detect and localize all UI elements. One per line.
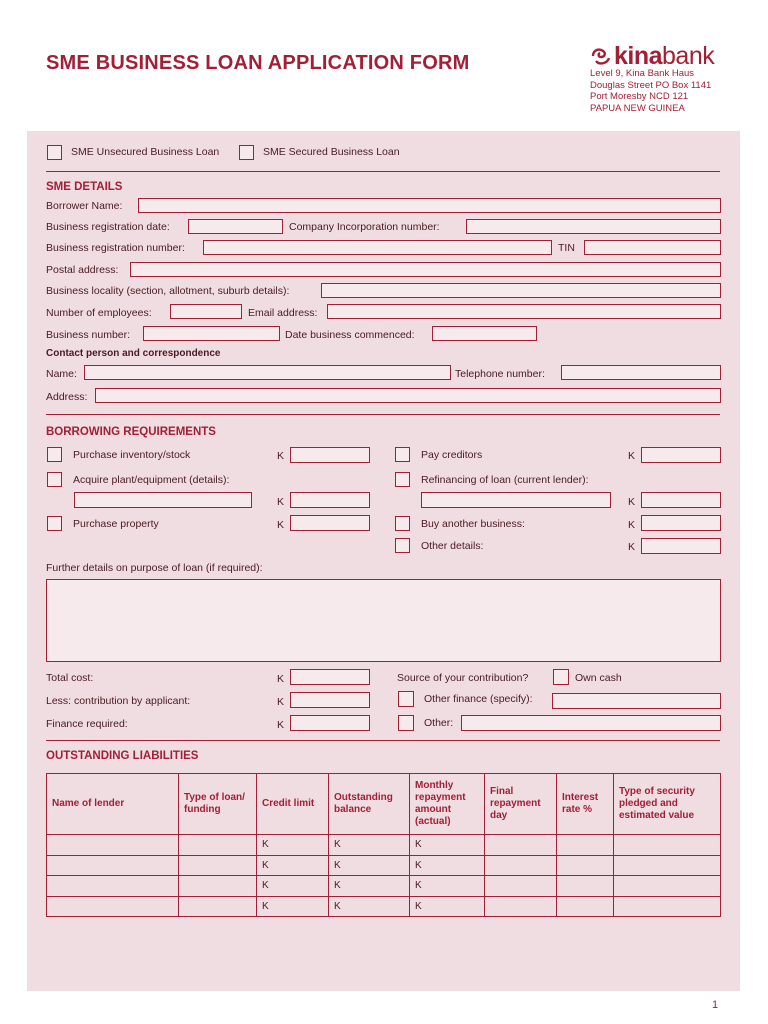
liabilities-heading: OUTSTANDING LIABILITIES <box>46 750 199 762</box>
table-cell[interactable] <box>47 876 179 897</box>
company-inc-label: Company Incorporation number: <box>289 221 440 233</box>
currency-k: K <box>262 900 269 912</box>
divider <box>46 414 720 415</box>
unsecured-loan-checkbox[interactable] <box>47 145 62 160</box>
table-cell[interactable] <box>257 876 329 897</box>
secured-loan-checkbox[interactable] <box>239 145 254 160</box>
date-commenced-label: Date business commenced: <box>285 329 415 341</box>
contact-address-label: Address: <box>46 391 88 403</box>
acquire-plant-checkbox[interactable] <box>47 472 62 487</box>
refinancing-label: Refinancing of loan (current lender): <box>421 474 589 486</box>
other-finance-field[interactable] <box>552 693 721 709</box>
total-cost-label: Total cost: <box>46 672 94 684</box>
currency-k: K <box>277 719 285 731</box>
col-type-of-loan: Type of loan/ funding <box>179 774 257 835</box>
table-cell[interactable] <box>485 855 557 876</box>
table-cell[interactable] <box>557 855 614 876</box>
buy-business-amount[interactable] <box>641 515 721 531</box>
col-final-repayment-day: Final repayment day <box>485 774 557 835</box>
telephone-field[interactable] <box>561 365 721 380</box>
company-inc-field[interactable] <box>466 219 721 234</box>
reg-number-field[interactable] <box>203 240 552 255</box>
refinancing-lender-field[interactable] <box>421 492 611 508</box>
col-outstanding-balance: Outstanding balance <box>329 774 410 835</box>
address-line: Douglas Street PO Box 1141 <box>590 79 712 91</box>
currency-k: K <box>628 519 636 531</box>
total-cost-field[interactable] <box>290 669 370 685</box>
address-line: Port Moresby NCD 121 <box>590 91 689 102</box>
currency-k: K <box>277 673 285 685</box>
purchase-property-label: Purchase property <box>73 518 159 530</box>
email-field[interactable] <box>327 304 721 319</box>
currency-k: K <box>277 450 285 462</box>
table-cell[interactable] <box>329 876 410 897</box>
table-cell[interactable] <box>179 835 257 856</box>
other-source-field[interactable] <box>461 715 721 731</box>
table-cell[interactable] <box>257 896 329 917</box>
table-row <box>47 896 721 917</box>
refinancing-amount[interactable] <box>641 492 721 508</box>
currency-k: K <box>415 900 422 912</box>
acquire-plant-amount[interactable] <box>290 492 370 508</box>
currency-k: K <box>628 450 636 462</box>
currency-k: K <box>415 839 422 851</box>
table-header-row <box>47 774 721 835</box>
currency-k: K <box>262 859 269 871</box>
col-credit-limit: Credit limit <box>257 774 329 835</box>
purchase-property-amount[interactable] <box>290 515 370 531</box>
further-details-label: Further details on purpose of loan (if required): <box>46 562 263 574</box>
table-cell[interactable] <box>47 896 179 917</box>
contact-name-label: Name: <box>46 368 77 380</box>
finance-required-field[interactable] <box>290 715 370 731</box>
reg-date-label: Business registration date: <box>46 221 170 233</box>
refinancing-checkbox[interactable] <box>395 472 410 487</box>
currency-k: K <box>262 880 269 892</box>
other-finance-checkbox[interactable] <box>398 691 414 707</box>
table-cell[interactable] <box>179 855 257 876</box>
reg-date-field[interactable] <box>188 219 283 234</box>
contact-address-field[interactable] <box>95 388 721 403</box>
form-title: SME BUSINESS LOAN APPLICATION FORM <box>46 52 470 74</box>
table-cell[interactable] <box>410 876 485 897</box>
table-cell[interactable] <box>557 835 614 856</box>
kina-swirl-icon <box>590 45 612 67</box>
table-cell[interactable] <box>614 855 721 876</box>
logo-kina-text: kina <box>614 41 663 70</box>
currency-k: K <box>628 496 636 508</box>
table-cell[interactable] <box>47 855 179 876</box>
col-name-of-lender: Name of lender <box>47 774 179 835</box>
other-details-amount[interactable] <box>641 538 721 554</box>
liabilities-table <box>46 773 721 917</box>
table-cell[interactable] <box>329 896 410 917</box>
tin-field[interactable] <box>584 240 721 255</box>
table-cell[interactable] <box>485 835 557 856</box>
borrower-name-label: Borrower Name: <box>46 200 123 212</box>
buy-business-checkbox[interactable] <box>395 516 410 531</box>
employees-field[interactable] <box>170 304 242 319</box>
table-cell[interactable] <box>557 876 614 897</box>
col-security: Type of security pledged and estimated value <box>614 774 721 835</box>
table-cell[interactable] <box>614 896 721 917</box>
pay-creditors-label: Pay creditors <box>421 449 483 461</box>
date-commenced-field[interactable] <box>432 326 537 341</box>
purchase-inventory-label: Purchase inventory/stock <box>73 449 191 461</box>
reg-number-label: Business registration number: <box>46 242 185 254</box>
table-cell[interactable] <box>485 876 557 897</box>
other-source-label: Other: <box>424 717 454 729</box>
table-cell[interactable] <box>410 896 485 917</box>
pay-creditors-amount[interactable] <box>641 447 721 463</box>
postal-address-label: Postal address: <box>46 264 119 276</box>
currency-k: K <box>415 859 422 871</box>
unsecured-loan-label: SME Unsecured Business Loan <box>71 146 220 158</box>
table-cell[interactable] <box>410 855 485 876</box>
currency-k: K <box>262 839 269 851</box>
acquire-plant-details-field[interactable] <box>74 492 252 508</box>
table-cell[interactable] <box>179 896 257 917</box>
locality-label: Business locality (section, allotment, suburb details): <box>46 285 290 297</box>
other-details-checkbox[interactable] <box>395 538 410 553</box>
table-cell[interactable] <box>329 855 410 876</box>
table-row <box>47 876 721 897</box>
table-cell[interactable] <box>410 835 485 856</box>
pay-creditors-checkbox[interactable] <box>395 447 410 462</box>
purchase-property-checkbox[interactable] <box>47 516 62 531</box>
buy-business-label: Buy another business: <box>421 518 525 530</box>
table-row <box>47 855 721 876</box>
currency-k: K <box>277 696 285 708</box>
table-cell[interactable] <box>557 896 614 917</box>
liabilities-table-body <box>47 835 721 917</box>
table-cell[interactable] <box>329 835 410 856</box>
borrower-name-field[interactable] <box>138 198 721 213</box>
kina-bank-logo <box>590 42 714 70</box>
col-interest-rate: Interest rate % <box>557 774 614 835</box>
borrowing-heading: BORROWING REQUIREMENTS <box>46 426 216 438</box>
purchase-inventory-checkbox[interactable] <box>47 447 62 462</box>
postal-address-field[interactable] <box>130 262 721 277</box>
divider <box>46 171 720 172</box>
contact-heading: Contact person and correspondence <box>46 348 221 359</box>
business-number-label: Business number: <box>46 329 131 341</box>
page-number: 1 <box>712 999 719 1011</box>
table-cell[interactable] <box>47 835 179 856</box>
currency-k: K <box>334 859 341 871</box>
contact-name-field[interactable] <box>84 365 451 380</box>
currency-k: K <box>277 496 285 508</box>
currency-k: K <box>277 519 285 531</box>
table-cell[interactable] <box>179 876 257 897</box>
acquire-plant-label: Acquire plant/equipment (details): <box>73 474 230 486</box>
other-source-checkbox[interactable] <box>398 715 414 731</box>
further-details-textarea[interactable] <box>46 579 721 662</box>
sme-details-heading: SME DETAILS <box>46 181 123 193</box>
source-contribution-label: Source of your contribution? <box>397 672 529 684</box>
contribution-label: Less: contribution by applicant: <box>46 695 191 707</box>
other-finance-label: Other finance (specify): <box>424 693 533 705</box>
logo-bank-text: bank <box>662 41 715 70</box>
currency-k: K <box>415 880 422 892</box>
currency-k: K <box>334 839 341 851</box>
locality-field[interactable] <box>321 283 721 298</box>
table-cell[interactable] <box>614 876 721 897</box>
email-label: Email address: <box>248 307 318 319</box>
bank-address <box>590 68 711 114</box>
contribution-field[interactable] <box>290 692 370 708</box>
table-cell[interactable] <box>485 896 557 917</box>
col-monthly-repayment: Monthly repayment amount (actual) <box>410 774 485 835</box>
purchase-inventory-amount[interactable] <box>290 447 370 463</box>
telephone-label: Telephone number: <box>455 368 545 380</box>
table-row <box>47 835 721 856</box>
divider <box>46 740 720 741</box>
employees-label: Number of employees: <box>46 307 152 319</box>
address-line: Level 9, Kina Bank Haus <box>590 68 695 79</box>
currency-k: K <box>334 900 341 912</box>
table-cell[interactable] <box>257 855 329 876</box>
own-cash-checkbox[interactable] <box>553 669 569 685</box>
secured-loan-label: SME Secured Business Loan <box>263 146 400 158</box>
address-line: PAPUA NEW GUINEA <box>590 102 685 114</box>
other-details-label: Other details: <box>421 540 484 552</box>
currency-k: K <box>628 541 636 553</box>
tin-label: TIN <box>558 242 575 254</box>
finance-required-label: Finance required: <box>46 718 128 730</box>
table-cell[interactable] <box>257 835 329 856</box>
currency-k: K <box>334 880 341 892</box>
table-cell[interactable] <box>614 835 721 856</box>
own-cash-label: Own cash <box>575 672 622 684</box>
business-number-field[interactable] <box>143 326 280 341</box>
